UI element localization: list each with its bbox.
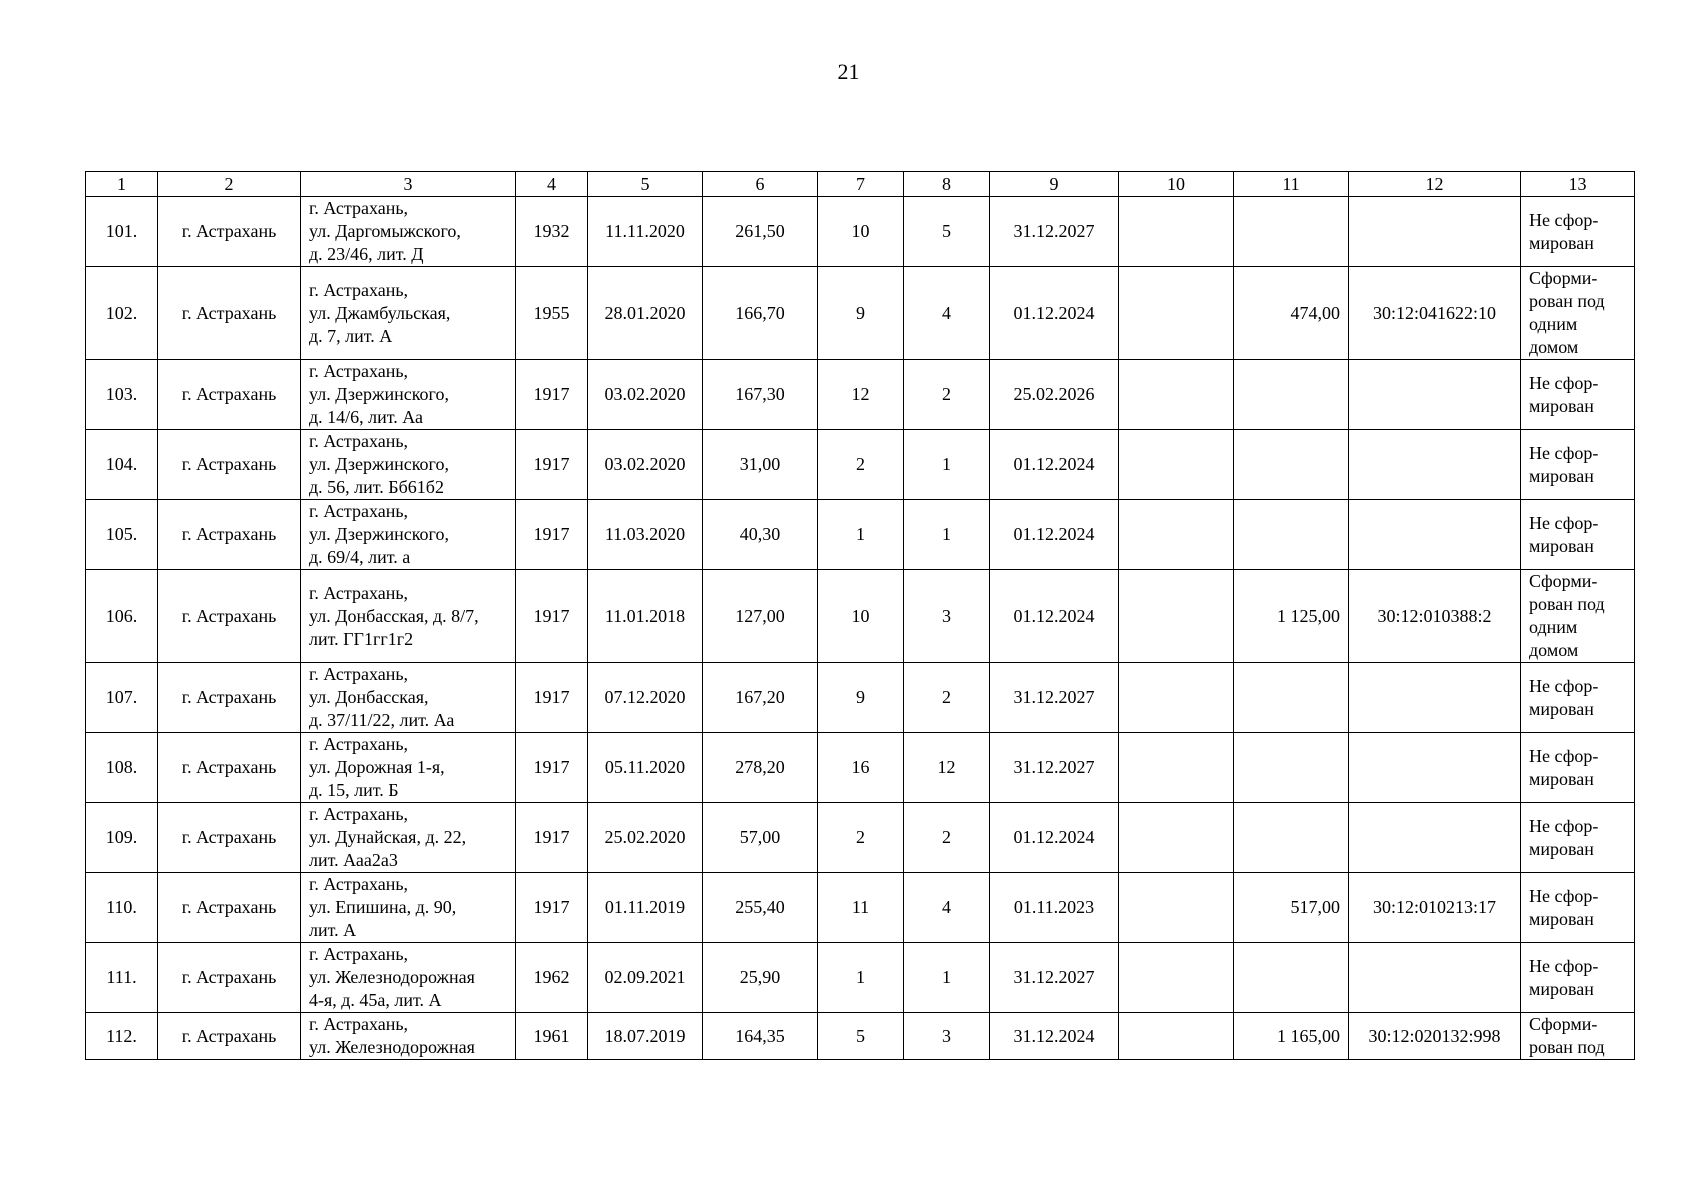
build-year-cell: 1917	[516, 500, 588, 570]
column-header-7: 7	[818, 172, 904, 197]
column-10-value-cell	[1119, 943, 1234, 1013]
table-row	[86, 360, 1635, 430]
cadastral-number-cell	[1349, 803, 1521, 873]
build-year-cell: 1962	[516, 943, 588, 1013]
land-status-cell	[1521, 570, 1635, 663]
resettlement-deadline-cell: 25.02.2026	[990, 360, 1119, 430]
living-area-cell: 167,30	[703, 360, 818, 430]
municipality-cell: г. Астрахань	[158, 733, 301, 803]
table-row	[86, 873, 1635, 943]
living-area-cell: 164,35	[703, 1013, 818, 1060]
cadastral-number-cell	[1349, 663, 1521, 733]
address-line: г. Астрахань,	[309, 279, 409, 300]
municipality-cell: г. Астрахань	[158, 267, 301, 360]
emergency-date-cell: 07.12.2020	[588, 663, 703, 733]
land-status-cell	[1521, 197, 1635, 267]
column-header-13: 13	[1521, 172, 1635, 197]
column-10-value-cell	[1119, 1013, 1234, 1060]
build-year-cell: 1932	[516, 197, 588, 267]
municipality-cell: г. Астрахань	[158, 500, 301, 570]
address-cell	[301, 1013, 516, 1060]
land-status-line: мирован	[1529, 395, 1594, 416]
premises-count-cell: 1	[904, 430, 990, 500]
build-year-cell: 1955	[516, 267, 588, 360]
resettlement-deadline-cell: 01.12.2024	[990, 430, 1119, 500]
living-area-cell: 167,20	[703, 663, 818, 733]
land-status-cell	[1521, 1013, 1635, 1060]
address-line: д. 14/6, лит. Аа	[309, 407, 424, 427]
address-line: лит. Ааа2а3	[309, 850, 398, 870]
address-line: ул. Дзержинского,	[309, 384, 449, 404]
address-line: ул. Епишина, д. 90,	[309, 897, 457, 917]
cadastral-number-cell: 30:12:041622:10	[1349, 267, 1521, 360]
premises-count-cell: 1	[904, 500, 990, 570]
address-cell	[301, 430, 516, 500]
land-status-cell	[1521, 733, 1635, 803]
land-status-line: мирован	[1529, 838, 1594, 859]
premises-count-cell: 4	[904, 873, 990, 943]
address-line: ул. Дорожная 1-я,	[309, 757, 445, 777]
municipality-cell: г. Астрахань	[158, 570, 301, 663]
land-status-line: мирован	[1529, 978, 1594, 999]
municipality-cell: г. Астрахань	[158, 197, 301, 267]
living-area-cell: 261,50	[703, 197, 818, 267]
row-number-cell: 105.	[86, 500, 158, 570]
premises-count-cell: 12	[904, 733, 990, 803]
address-line: д. 37/11/22, лит. Аа	[309, 710, 455, 730]
header-row	[86, 172, 1635, 197]
resettlement-deadline-cell: 01.12.2024	[990, 500, 1119, 570]
land-status-line: одним	[1529, 617, 1578, 637]
table-row	[86, 267, 1635, 360]
living-area-cell: 57,00	[703, 803, 818, 873]
municipality-cell: г. Астрахань	[158, 360, 301, 430]
address-line: г. Астрахань,	[309, 734, 409, 754]
row-number-cell: 106.	[86, 570, 158, 663]
emergency-date-cell: 02.09.2021	[588, 943, 703, 1013]
premises-count-cell: 3	[904, 570, 990, 663]
land-status-line: рован под	[1529, 594, 1605, 614]
row-number-cell: 109.	[86, 803, 158, 873]
emergency-date-cell: 11.11.2020	[588, 197, 703, 267]
row-number-cell: 112.	[86, 1013, 158, 1060]
column-10-value-cell	[1119, 803, 1234, 873]
premises-count-cell: 2	[904, 803, 990, 873]
table-row	[86, 500, 1635, 570]
address-line: д. 15, лит. Б	[309, 780, 399, 800]
land-area-cell: 474,00	[1234, 267, 1349, 360]
row-number-cell: 107.	[86, 663, 158, 733]
table-row	[86, 803, 1635, 873]
land-status-line: Сформи-	[1529, 268, 1598, 288]
address-line: г. Астрахань,	[309, 664, 409, 684]
column-header-2: 2	[158, 172, 301, 197]
municipality-cell: г. Астрахань	[158, 943, 301, 1013]
emergency-date-cell: 18.07.2019	[588, 1013, 703, 1060]
land-area-cell	[1234, 663, 1349, 733]
cadastral-number-cell	[1349, 197, 1521, 267]
land-status-line: Не сфор-	[1529, 512, 1599, 533]
address-line: лит. ГГ1гг1г2	[309, 628, 414, 649]
living-area-cell: 25,90	[703, 943, 818, 1013]
residents-count-cell: 12	[818, 360, 904, 430]
address-cell	[301, 500, 516, 570]
build-year-cell: 1917	[516, 360, 588, 430]
premises-count-cell: 2	[904, 663, 990, 733]
living-area-cell: 127,00	[703, 570, 818, 663]
land-area-cell	[1234, 197, 1349, 267]
address-line: г. Астрахань,	[309, 198, 409, 218]
emergency-date-cell: 28.01.2020	[588, 267, 703, 360]
address-cell	[301, 873, 516, 943]
address-line: лит. А	[309, 920, 357, 940]
residents-count-cell: 9	[818, 267, 904, 360]
address-cell	[301, 570, 516, 663]
land-status-line: Не сфор-	[1529, 745, 1599, 766]
table-row	[86, 430, 1635, 500]
premises-count-cell: 1	[904, 943, 990, 1013]
address-line: ул. Дзержинского,	[309, 524, 449, 544]
resettlement-deadline-cell: 01.11.2023	[990, 873, 1119, 943]
column-10-value-cell	[1119, 570, 1234, 663]
cadastral-number-cell: 30:12:010388:2	[1349, 570, 1521, 663]
address-line: г. Астрахань,	[309, 431, 409, 451]
land-status-cell	[1521, 663, 1635, 733]
resettlement-deadline-cell: 31.12.2027	[990, 943, 1119, 1013]
column-header-6: 6	[703, 172, 818, 197]
column-header-1: 1	[86, 172, 158, 197]
land-status-line: мирован	[1529, 465, 1594, 486]
table-row	[86, 197, 1635, 267]
address-line: ул. Донбасская,	[309, 687, 429, 707]
land-status-line: рован под	[1529, 291, 1605, 311]
column-10-value-cell	[1119, 267, 1234, 360]
address-line: ул. Даргомыжского,	[309, 221, 461, 241]
premises-count-cell: 2	[904, 360, 990, 430]
land-status-line: домом	[1529, 337, 1579, 357]
living-area-cell: 40,30	[703, 500, 818, 570]
address-line: г. Астрахань,	[309, 501, 409, 521]
residents-count-cell: 1	[818, 943, 904, 1013]
column-header-5: 5	[588, 172, 703, 197]
emergency-date-cell: 01.11.2019	[588, 873, 703, 943]
land-status-cell	[1521, 430, 1635, 500]
land-area-cell	[1234, 500, 1349, 570]
column-10-value-cell	[1119, 360, 1234, 430]
land-status-line: Сформи-	[1529, 1014, 1598, 1034]
address-line: г. Астрахань,	[309, 804, 409, 824]
address-line: д. 69/4, лит. а	[309, 547, 411, 567]
municipality-cell: г. Астрахань	[158, 1013, 301, 1060]
land-area-cell	[1234, 943, 1349, 1013]
municipality-cell: г. Астрахань	[158, 430, 301, 500]
land-status-line: одним	[1529, 314, 1578, 334]
address-line: г. Астрахань,	[309, 582, 409, 603]
cadastral-number-cell	[1349, 500, 1521, 570]
land-status-cell	[1521, 803, 1635, 873]
residents-count-cell: 5	[818, 1013, 904, 1060]
residents-count-cell: 2	[818, 803, 904, 873]
land-area-cell: 1 125,00	[1234, 570, 1349, 663]
column-header-8: 8	[904, 172, 990, 197]
table-row	[86, 663, 1635, 733]
column-header-10: 10	[1119, 172, 1234, 197]
address-line: ул. Джамбульская,	[309, 302, 451, 323]
build-year-cell: 1917	[516, 733, 588, 803]
premises-count-cell: 4	[904, 267, 990, 360]
residents-count-cell: 1	[818, 500, 904, 570]
build-year-cell: 1961	[516, 1013, 588, 1060]
land-status-cell	[1521, 500, 1635, 570]
emergency-date-cell: 25.02.2020	[588, 803, 703, 873]
column-10-value-cell	[1119, 430, 1234, 500]
row-number-cell: 103.	[86, 360, 158, 430]
table-row	[86, 570, 1635, 663]
column-header-12: 12	[1349, 172, 1521, 197]
cadastral-number-cell	[1349, 430, 1521, 500]
build-year-cell: 1917	[516, 803, 588, 873]
land-status-line: Сформи-	[1529, 571, 1598, 591]
living-area-cell: 255,40	[703, 873, 818, 943]
emergency-date-cell: 11.03.2020	[588, 500, 703, 570]
land-area-cell	[1234, 430, 1349, 500]
land-status-cell	[1521, 943, 1635, 1013]
living-area-cell: 278,20	[703, 733, 818, 803]
land-area-cell	[1234, 733, 1349, 803]
land-status-line: мирован	[1529, 768, 1594, 789]
premises-count-cell: 3	[904, 1013, 990, 1060]
emergency-date-cell: 03.02.2020	[588, 360, 703, 430]
column-10-value-cell	[1119, 197, 1234, 267]
land-status-cell	[1521, 360, 1635, 430]
build-year-cell: 1917	[516, 873, 588, 943]
resettlement-deadline-cell: 01.12.2024	[990, 267, 1119, 360]
address-line: ул. Дзержинского,	[309, 454, 449, 474]
column-header-11: 11	[1234, 172, 1349, 197]
address-line: г. Астрахань,	[309, 1014, 409, 1034]
cadastral-number-cell: 30:12:010213:17	[1349, 873, 1521, 943]
land-area-cell: 1 165,00	[1234, 1013, 1349, 1060]
address-cell	[301, 197, 516, 267]
address-line: г. Астрахань,	[309, 874, 409, 894]
table-header	[86, 172, 1635, 197]
table-row	[86, 733, 1635, 803]
page-number: 21	[837, 59, 860, 84]
column-10-value-cell	[1119, 733, 1234, 803]
living-area-cell: 31,00	[703, 430, 818, 500]
housing-registry-table	[85, 171, 1635, 1060]
row-number-cell: 110.	[86, 873, 158, 943]
cadastral-number-cell	[1349, 943, 1521, 1013]
column-10-value-cell	[1119, 663, 1234, 733]
residents-count-cell: 11	[818, 873, 904, 943]
premises-count-cell: 5	[904, 197, 990, 267]
build-year-cell: 1917	[516, 430, 588, 500]
address-line: г. Астрахань,	[309, 944, 409, 964]
resettlement-deadline-cell: 01.12.2024	[990, 570, 1119, 663]
land-status-cell	[1521, 267, 1635, 360]
address-cell	[301, 267, 516, 360]
build-year-cell: 1917	[516, 570, 588, 663]
land-status-line: Не сфор-	[1529, 675, 1599, 696]
land-status-line: Не сфор-	[1529, 885, 1599, 906]
address-cell	[301, 663, 516, 733]
land-status-line: Не сфор-	[1529, 955, 1599, 976]
cadastral-number-cell	[1349, 360, 1521, 430]
build-year-cell: 1917	[516, 663, 588, 733]
cadastral-number-cell: 30:12:020132:998	[1349, 1013, 1521, 1060]
table-body	[86, 197, 1635, 1060]
land-status-line: Не сфор-	[1529, 815, 1599, 836]
land-status-line: мирован	[1529, 698, 1594, 719]
land-status-line: домом	[1529, 640, 1579, 660]
residents-count-cell: 10	[818, 570, 904, 663]
row-number-cell: 102.	[86, 267, 158, 360]
address-line: ул. Донбасская, д. 8/7,	[309, 605, 479, 626]
emergency-date-cell: 03.02.2020	[588, 430, 703, 500]
address-line: ул. Железнодорожная	[309, 967, 475, 987]
row-number-cell: 101.	[86, 197, 158, 267]
address-line: д. 56, лит. Бб61б2	[309, 477, 444, 497]
address-cell	[301, 360, 516, 430]
land-status-line: мирован	[1529, 908, 1594, 929]
address-cell	[301, 733, 516, 803]
address-line: ул. Дунайская, д. 22,	[309, 827, 467, 847]
row-number-cell: 104.	[86, 430, 158, 500]
land-status-line: Не сфор-	[1529, 209, 1599, 230]
row-number-cell: 111.	[86, 943, 158, 1013]
resettlement-deadline-cell: 01.12.2024	[990, 803, 1119, 873]
resettlement-deadline-cell: 31.12.2027	[990, 733, 1119, 803]
table-row	[86, 943, 1635, 1013]
municipality-cell: г. Астрахань	[158, 663, 301, 733]
address-line: д. 7, лит. А	[309, 325, 393, 346]
residents-count-cell: 16	[818, 733, 904, 803]
resettlement-deadline-cell: 31.12.2027	[990, 197, 1119, 267]
municipality-cell: г. Астрахань	[158, 803, 301, 873]
land-status-cell	[1521, 873, 1635, 943]
residents-count-cell: 9	[818, 663, 904, 733]
row-number-cell: 108.	[86, 733, 158, 803]
land-area-cell	[1234, 360, 1349, 430]
address-line: д. 23/46, лит. Д	[309, 244, 424, 264]
column-10-value-cell	[1119, 873, 1234, 943]
land-status-line: рован под	[1529, 1037, 1605, 1057]
column-header-3: 3	[301, 172, 516, 197]
land-status-line: Не сфор-	[1529, 372, 1599, 393]
address-line: 4-я, д. 45а, лит. А	[309, 990, 442, 1010]
land-area-cell	[1234, 803, 1349, 873]
emergency-date-cell: 05.11.2020	[588, 733, 703, 803]
land-status-line: мирован	[1529, 535, 1594, 556]
resettlement-deadline-cell: 31.12.2027	[990, 663, 1119, 733]
address-line: г. Астрахань,	[309, 361, 409, 381]
column-10-value-cell	[1119, 500, 1234, 570]
column-header-9: 9	[990, 172, 1119, 197]
cadastral-number-cell	[1349, 733, 1521, 803]
land-area-cell: 517,00	[1234, 873, 1349, 943]
land-status-line: Не сфор-	[1529, 442, 1599, 463]
municipality-cell: г. Астрахань	[158, 873, 301, 943]
column-header-4: 4	[516, 172, 588, 197]
living-area-cell: 166,70	[703, 267, 818, 360]
emergency-date-cell: 11.01.2018	[588, 570, 703, 663]
table-row	[86, 1013, 1635, 1060]
residents-count-cell: 10	[818, 197, 904, 267]
address-cell	[301, 943, 516, 1013]
residents-count-cell: 2	[818, 430, 904, 500]
land-status-line: мирован	[1529, 232, 1594, 253]
resettlement-deadline-cell: 31.12.2024	[990, 1013, 1119, 1060]
address-cell	[301, 803, 516, 873]
address-line: ул. Железнодорожная	[309, 1037, 475, 1057]
